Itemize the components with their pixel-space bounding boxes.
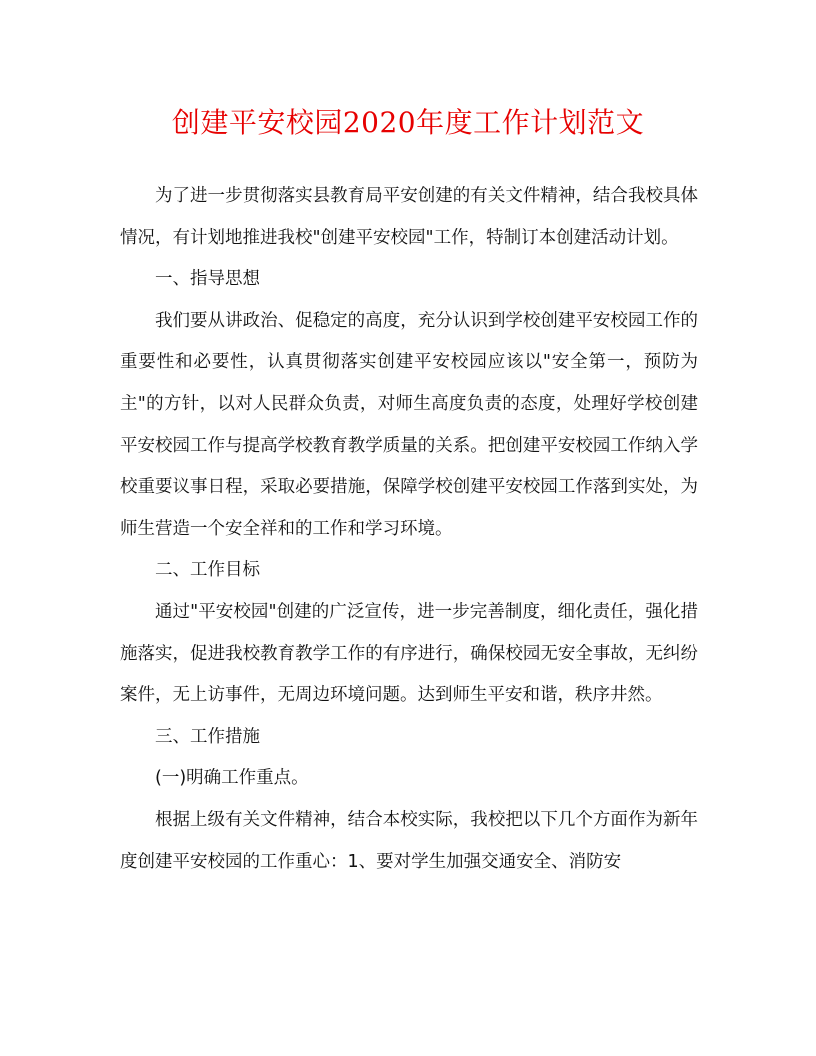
paragraph-intro: 为了进一步贯彻落实县教育局平安创建的有关文件精神，结合我校具体情况，有计划地推进我校"创建平安校园"工作，特制订本创建活动计划。 xyxy=(120,186,698,248)
paragraph-work-focus: 根据上级有关文件精神，结合本校实际，我校把以下几个方面作为新年度创建平安校园的工作重心：1、要对学生加强交通安全、消防安 xyxy=(120,809,698,872)
subheading-clarify-focus: (一)明确工作重点。 xyxy=(155,768,309,789)
section-heading-work-measures: 三、工作措施 xyxy=(155,726,260,747)
document-body xyxy=(120,176,698,883)
paragraph-guiding-ideology: 我们要从讲政治、促稳定的高度，充分认识到学校创建平安校园工作的重要性和必要性，认真贯彻落实创建平安校园应该以"安全第一，预防为主"的方针，以对人民群众负责，对师生高度负责的态度，处理好学校创建平安校园工作与提高学校教育教学质量的关系。把创建平安校园工作纳入学校重要议事日程，采取必要措施，保障学校创建平安校园工作落到实处，为师生营造一个安全祥和的工作和学习环境。 xyxy=(120,310,698,539)
section-heading-guiding-ideology: 一、指导思想 xyxy=(155,269,260,290)
document-title: 创建平安校园2020年度工作计划范文 xyxy=(171,106,645,139)
paragraph-work-goals: 通过"平安校园"创建的广泛宣传，进一步完善制度，细化责任，强化措施落实，促进我校教育教学工作的有序进行，确保校园无安全事故，无纠纷案件，无上访事件，无周边环境问题。达到师生平安和谐，秩序井然。 xyxy=(120,601,698,706)
section-heading-work-goals: 二、工作目标 xyxy=(155,560,260,581)
